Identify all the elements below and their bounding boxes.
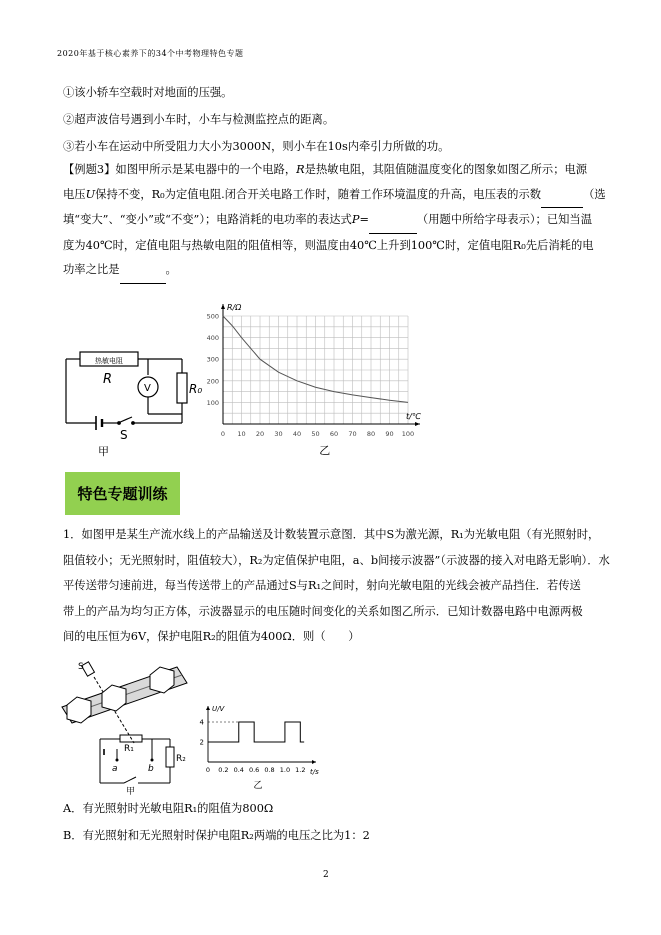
r2-label: R₂ [176, 754, 186, 764]
example-text: 填“变大”、“变小”或“不变”）；电路消耗的电功率的表达式 [63, 213, 352, 226]
q1-line: 带上的产品为均匀正方体，示波器显示的电压随时间变化的关系如图乙所示．已知计数器电路中电源两极 [63, 604, 583, 618]
switch-label: S [120, 428, 128, 442]
y-axis-arrow [206, 706, 210, 710]
option-a: A．有光照射时光敏电阻R₁的阻值为800Ω [63, 802, 274, 815]
question-line-1: ①该小轿车空载时对地面的压强。 [63, 86, 233, 99]
resistor-r0 [177, 373, 187, 403]
option-b: B．有光照射和无光照射时保护电阻R₂两端的电压之比为1：2 [63, 829, 370, 842]
example-text: 度为40℃时，定值电阻与热敏电阻的阻值相等，则温度由40℃上升到100℃时，定值电阻R₀先后消耗的电 [63, 238, 594, 252]
x-tick-label: 20 [255, 430, 265, 438]
r1-label: R₁ [124, 744, 134, 754]
voltage-time-chart [196, 700, 326, 795]
voltage-waveform [208, 722, 304, 742]
example-text: 功率之比是 [63, 263, 120, 276]
answer-blank[interactable] [369, 208, 417, 234]
a-label: a [112, 764, 118, 774]
x-tick-label: 0.6 [248, 766, 260, 774]
thermistor-chart [195, 296, 445, 466]
q1-paragraph [63, 522, 610, 650]
example3-paragraph [63, 158, 606, 284]
y-tick-label: 2 [199, 738, 204, 747]
x-tick-label: 40 [292, 430, 302, 438]
voltmeter-label: V [144, 383, 151, 394]
product-box [67, 697, 91, 723]
section-badge: 特色专题训练 [65, 472, 180, 515]
example-text: （选 [583, 187, 606, 201]
x-tick-label: 0.4 [233, 766, 244, 774]
var-u: U [85, 187, 96, 201]
y-tick-label: 4 [199, 718, 204, 727]
example-text: 电压 [63, 187, 86, 201]
x-tick-label: 0.2 [218, 766, 229, 774]
question-line-2: ②超声波信号遇到小车时，小车与检测监控点的距离。 [63, 113, 335, 126]
b-label: b [148, 764, 154, 774]
y-tick-label: 100 [206, 398, 219, 407]
caption-jia-2: 甲 [126, 787, 136, 797]
x-tick-label: 100 [401, 430, 415, 438]
x-tick-label: 0 [205, 766, 211, 774]
product-box [102, 685, 126, 711]
caption-yi: 乙 [319, 444, 331, 457]
answer-blank[interactable] [541, 183, 583, 209]
example-text: （用题中所给字母表示）；已知当温 [416, 213, 593, 226]
y-tick-label: 500 [206, 312, 219, 321]
y-axis-label: U/V [212, 705, 225, 713]
var-p: P= [351, 213, 369, 226]
example-label: 【例题3】 [63, 163, 116, 176]
x-axis-label: t/s [310, 768, 319, 776]
circuit-diagram-1 [58, 340, 203, 460]
x-axis-label: t/℃ [406, 412, 421, 421]
x-tick-label: 80 [366, 430, 376, 438]
example-text: 是热敏电阻，其阻值随温度变化的图象如图乙所示；电源 [304, 163, 588, 176]
q1-line: 阻值较小；无光照射时，阻值较大），R₂为定值保护电阻，a、b间接示波器”（示波器的接入对电路无影响）．水 [63, 553, 610, 567]
y-tick-label: 300 [206, 355, 219, 364]
terminal-a [116, 759, 119, 762]
caption-yi-2: 乙 [253, 781, 263, 791]
caption-jia: 甲 [98, 445, 109, 458]
example-text: 保持不变，R₀为定值电阻.闭合开关电路工作时，随着工作环境温度的升高，电压表的示数 [95, 187, 542, 201]
q1-line: 1．如图甲是某生产流水线上的产品输送及计数装置示意图．其中S为激光源，R₁为光敏电阻（有光照射时， [63, 528, 600, 541]
example-text: 如图甲所示是某电器中的一个电路， [115, 163, 297, 176]
page-header: 2020年基于核心素养下的34个中考物理特色专题 [57, 49, 244, 58]
laser-label: S [78, 662, 84, 672]
x-tick-label: 0.8 [264, 766, 275, 774]
x-axis-arrow [415, 422, 420, 426]
x-tick-label: 50 [311, 430, 320, 438]
y-tick-label: 200 [206, 377, 219, 386]
x-tick-label: 10 [237, 430, 246, 438]
thermistor-label: 热敏电阻 [95, 357, 123, 365]
resistor-r2 [166, 747, 174, 767]
answer-blank[interactable] [120, 258, 166, 284]
r-label: R [103, 372, 113, 387]
q1-line: 间的电压恒为6V，保护电阻R₂的阻值为400Ω．则（ ） [63, 630, 360, 643]
y-axis-arrow [221, 304, 225, 309]
q1-line: 平传送带匀速前进，每当传送带上的产品通过S与R₁之间时，射向光敏电阻的光线会被产品挡住．若传送 [63, 579, 581, 592]
conveyor-diagram [62, 655, 197, 795]
x-tick-label: 1.0 [279, 766, 291, 774]
x-tick-label: 1.2 [295, 766, 306, 774]
var-r: R [296, 163, 305, 176]
example-text: 。 [165, 263, 177, 276]
x-tick-label: 90 [385, 430, 394, 438]
y-axis-label: R/Ω [227, 303, 242, 312]
x-tick-label: 30 [274, 430, 283, 438]
y-tick-label: 400 [206, 334, 219, 343]
r0-label: R₀ [189, 382, 203, 396]
terminal-b [151, 759, 154, 762]
x-tick-label: 70 [348, 430, 357, 438]
x-tick-label: 60 [329, 430, 339, 438]
question-line-3: ③若小车在运动中所受阻力大小为3000N，则小车在10s内牵引力所做的功。 [63, 140, 450, 153]
x-tick-label: 0 [220, 430, 226, 438]
page-number: 2 [323, 870, 329, 880]
x-axis-arrow [312, 760, 316, 764]
